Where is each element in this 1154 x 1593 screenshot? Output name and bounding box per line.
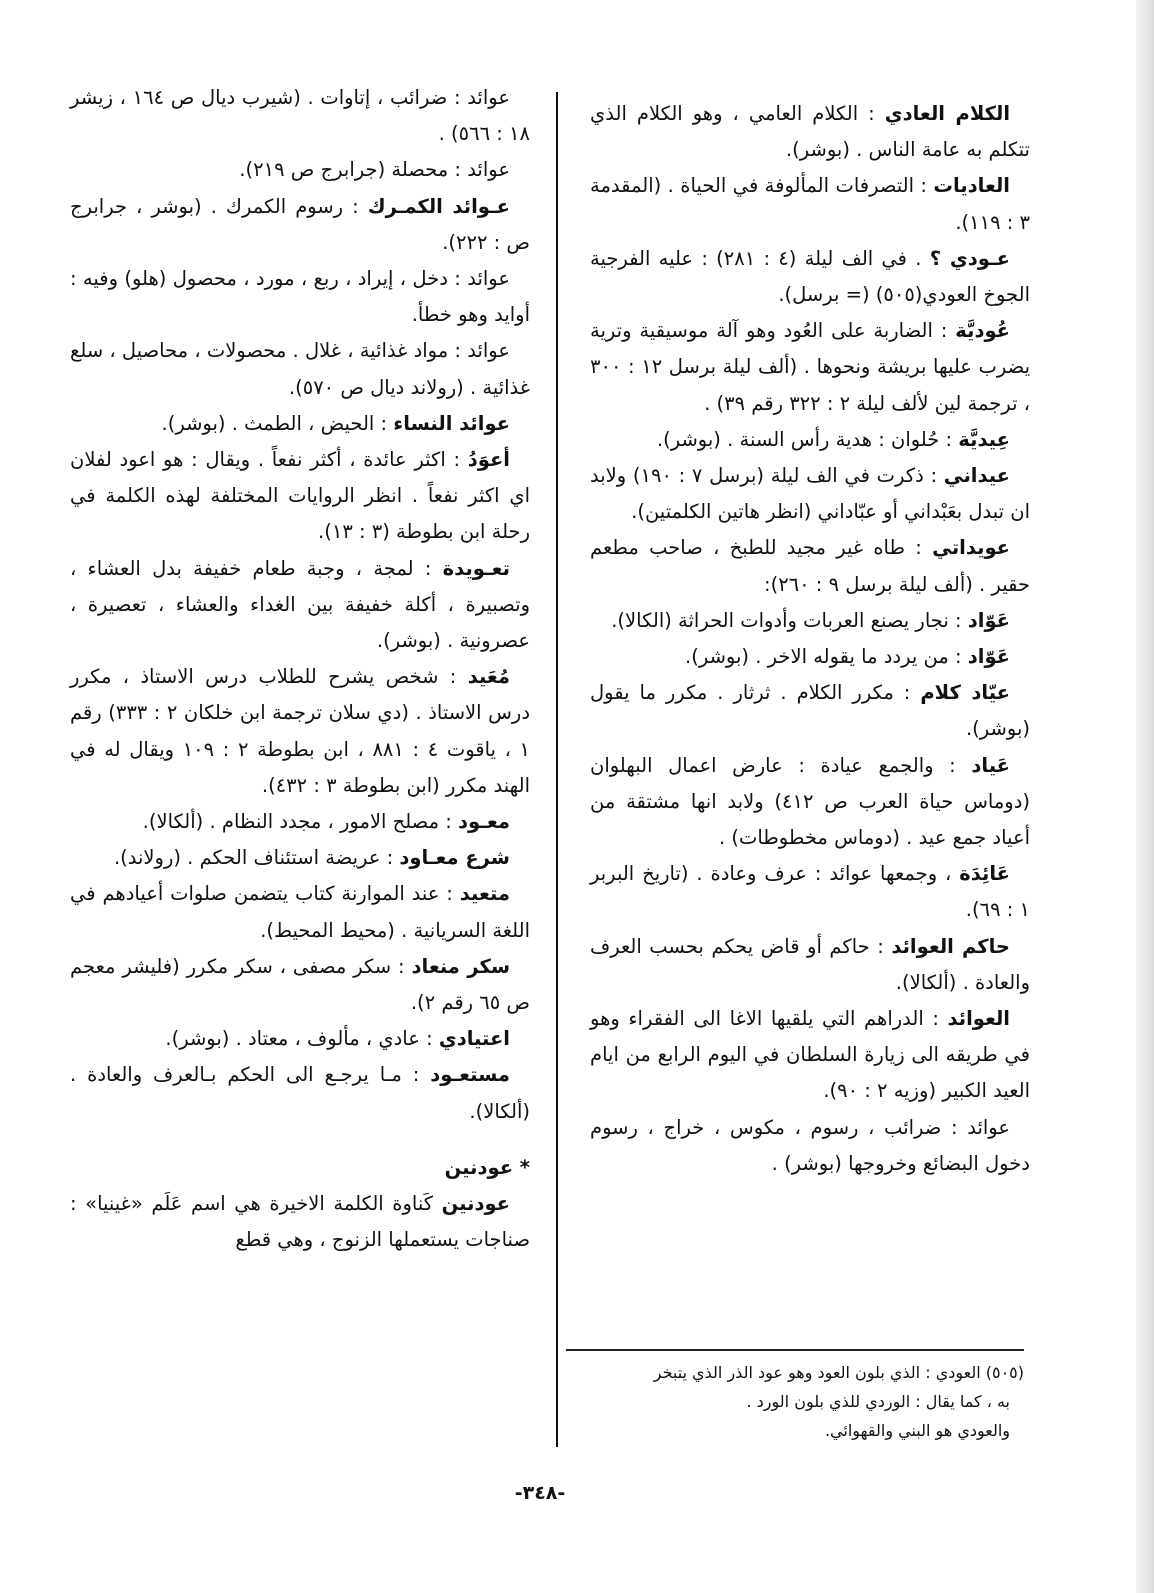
entry-headword: عَياد: [971, 753, 1010, 777]
footnote-line: به ، كما يقال : الوردي للذي بلون الورد .: [746, 1392, 1010, 1411]
dictionary-entry: [590, 96, 1030, 168]
dictionary-entry: [70, 189, 530, 261]
entry-definition: : من يردد ما يقوله الاخر . (بوشر).: [685, 645, 968, 669]
dictionary-entry: [590, 675, 1030, 747]
entry-definition: : مصلح الامور ، مجدد النظام . (ألكالا).: [142, 810, 459, 834]
entry-headword: شرع معـاود: [399, 846, 510, 870]
dictionary-entry: [70, 659, 530, 804]
entry-definition: : مـا يرجـع الى الحكم بـالعرف والعادة . (ألكالا).: [70, 1063, 530, 1123]
entry-definition: : لمجة ، وجبة طعام خفيفة بدل العشاء ، وتصبيرة ، أكلة خفيفة بين الغداء والعشاء ، تعصيرة ، عصرونية . (بوشر).: [70, 556, 530, 653]
entry-headword: عَوّاد: [967, 608, 1010, 632]
entry-definition: : الكلام العامي ، وهو الكلام الذي تتكلم به عامة الناس . (بوشر).: [590, 102, 1030, 162]
entry-headword: معـود: [458, 810, 510, 834]
dictionary-entry: [70, 406, 530, 442]
entry-headword: عوائد النساء: [393, 411, 510, 435]
left-column-entries: [70, 80, 530, 1130]
entry-definition: : شخص يشرح للطلاب درس الاستاذ ، مكرر درس الاستاذ . (دي سلان ترجمة ابن خلكان ٢ : ٣٣٣) رقم ١ ، ياقوت ٤ : ٨٨١ ، ابن بطوطة ٢ : ١٠٩ ويقال له في الهند مكرر (ابن بطوطة ٣ : ٤٣٢).: [70, 665, 531, 797]
entry-headword: الكلام العادي: [884, 102, 1011, 125]
entry-headword: العوائد: [947, 1007, 1010, 1031]
entry-definition: : التصرفات المألوفة في الحياة . (المقدمة ٣ : ١١٩).: [590, 174, 1030, 234]
entry-definition: : مكرر الكلام . ثرثار . مكرر ما يقول (بوشر).: [590, 681, 1030, 741]
dictionary-entry: [70, 1057, 530, 1129]
entry-definition: : طاه غير مجيد للطبخ ، صاحب مطعم حقير . (ألف ليلة برسل ٩ : ٢٦٠):: [590, 536, 1030, 596]
entry-headword: اعتيادي: [438, 1027, 510, 1051]
section-entry: [70, 1186, 530, 1258]
dictionary-entry: [70, 152, 530, 188]
dictionary-entry: [590, 856, 1030, 928]
entry-headword: عـودي ؟: [929, 246, 1010, 270]
dictionary-entry: [70, 876, 530, 948]
entry-definition: : عند الموارنة كتاب يتضمن صلوات أعيادهم في اللغة السريانية . (محيط المحيط).: [70, 882, 530, 942]
entry-definition: : اكثر عائدة ، أكثر نفعاً . ويقال : هو اعود لفلان اي اكثر نفعاً . انظر الروايات المختلفة لهذه الكلمة في رحلة ابن بطوطة (٣ : ١٣).: [70, 448, 530, 544]
entry-headword: عويداتي: [932, 536, 1010, 560]
dictionary-entry: [590, 748, 1030, 857]
dictionary-entry: [70, 1021, 530, 1057]
entry-headword: العاديات: [933, 174, 1010, 198]
dictionary-entry: [590, 603, 1030, 639]
entry-definition: كَناوة الكلمة الاخيرة هي اسم عَلَم «غينيا» : صناجات يستعملها الزنوج ، وهي قطع: [70, 1192, 530, 1252]
dictionary-entry: [590, 1110, 1030, 1182]
entry-definition: : ذكرت في الف ليلة (برسل ٧ : ١٩٠) ولابد ان تبدل بعَبْداني أو عبّاداني (انظر هاتين الكلمتين).: [590, 464, 1030, 524]
dictionary-entry: [70, 949, 530, 1021]
page-number: -٣٤٨-: [514, 1482, 566, 1504]
entry-headword: عُوديَّة: [955, 319, 1010, 343]
footnote-line: والعودي هو البني والقهوائي.: [824, 1421, 1010, 1440]
entry-headword: عِيديَّة: [958, 427, 1010, 451]
footnote-rule: [566, 1349, 1024, 1351]
entry-definition: عوائد : ضرائب ، إتاوات . (شيرب ديال ص ١٦٤ ، زيشر ١٨ : ٥٦٦) .: [70, 86, 530, 146]
entry-definition: : الضاربة على العُود وهو آلة موسيقية وترية يضرب عليها بريشة ونحوها . (ألف ليلة برسل ١٢ : ٣٠٠ ، ترجمة لين لألف ليلة ٢ : ٣٢٢ رقم ٣٩) .: [590, 319, 1030, 415]
dictionary-entry: [590, 1001, 1030, 1110]
entry-headword: عَائِدَة: [959, 862, 1010, 886]
entry-definition: : سكر مصفى ، سكر مكرر (فليشر معجم ص ٦٥ رقم ٢).: [70, 954, 530, 1015]
entry-definition: : حُلوان : هدية رأس السنة . (بوشر).: [656, 427, 959, 451]
entry-definition: : حاكم أو قاض يحكم بحسب العرف والعادة . (ألكالا).: [590, 934, 1030, 994]
dictionary-entry: [70, 333, 530, 405]
entry-definition: : رسوم الكمرك . (بوشر ، جرابرج ص : ٢٢٢).: [70, 194, 530, 254]
left-column: [70, 80, 530, 1259]
entry-definition: : الدراهم التي يلقيها الاغا الى الفقراء وهو في طريقه الى زيارة السلطان في اليوم الرابع من ايام العيد الكبير (وزيه ٢ : ٩٠).: [590, 1007, 1030, 1103]
dictionary-entry: [590, 168, 1030, 240]
dictionary-entry: [590, 313, 1030, 422]
dictionary-entry: [590, 241, 1030, 313]
entry-headword: عيداني: [943, 464, 1010, 488]
dictionary-entry: [70, 80, 530, 152]
entry-headword: مُعَيد: [467, 665, 510, 689]
entry-definition: عوائد : دخل ، إيراد ، ربع ، مورد ، محصول (هلو) وفيه : أوايد وهو خطأ.: [70, 267, 530, 327]
entry-headword: سكر منعاد: [411, 954, 511, 978]
dictionary-entry: [70, 840, 530, 876]
dictionary-entry: [70, 442, 530, 551]
dictionary-entry: [590, 422, 1030, 458]
dictionary-entry: [70, 551, 530, 660]
section-heading: * عودنين: [444, 1155, 530, 1179]
entry-definition: عوائد : محصلة (جرابرج ص ٢١٩).: [239, 158, 510, 182]
entry-definition: : عادي ، مألوف ، معتاد . (بوشر).: [165, 1027, 439, 1051]
entry-headword: عَوّاد: [967, 645, 1010, 669]
entry-definition: عوائد : مواد غذائية ، غلال . محصولات ، محاصيل ، سلع غذائية . (رولاند ديال ص ٥٧٠).: [70, 339, 530, 399]
entry-headword: حاكم العوائد: [891, 934, 1010, 958]
entry-definition: : نجار يصنع العربات وأدوات الحراثة (الكالا).: [611, 608, 968, 632]
right-column: [590, 96, 1030, 1182]
entry-definition: : الحيض ، الطمث . (بوشر).: [161, 411, 394, 435]
dictionary-entry: [590, 639, 1030, 675]
entry-headword: أعوَدُ: [467, 448, 510, 472]
footnotes: [580, 1358, 1024, 1445]
entry-headword: عيّاد كلام: [920, 681, 1011, 705]
entry-definition: . في الف ليلة (٤ : ٢٨١) : عليه الفرجية الجوخ العودي(٥٠٥) (= برسل).: [590, 246, 1030, 307]
dictionary-entry: [70, 804, 530, 840]
entry-definition: عوائد : ضرائب ، رسوم ، مكوس ، خراج ، رسوم دخول البضائع وخروجها (بوشر) .: [590, 1115, 1030, 1175]
entry-headword: تعـويدة: [442, 556, 510, 580]
dictionary-entry: [590, 458, 1030, 530]
entry-definition: ، وجمعها عوائد : عرف وعادة . (تاريخ البربر ١ : ٦٩).: [590, 862, 1030, 922]
entry-definition: : عريضة استئناف الحكم . (رولاند).: [113, 846, 400, 870]
scan-edge: [1136, 0, 1154, 1593]
footnote-line: (٥٠٥) العودي : الذي بلون العود وهو عود الذر الذي يتبخر: [653, 1363, 1024, 1382]
entry-definition: : والجمع عيادة : عارض اعمال البهلوان (دوماس حياة العرب ص ٤١٢) ولابد انها مشتقة من أعياد جمع عيد . (دوماس مخطوطات) .: [590, 753, 1030, 850]
entry-headword: متعيد: [459, 882, 510, 906]
entry-headword: مستعـود: [430, 1063, 510, 1087]
column-divider: [556, 92, 558, 1447]
entry-headword: عودنين: [441, 1192, 510, 1216]
entry-headword: عـوائد الكمـرك: [367, 194, 510, 218]
dictionary-entry: [70, 261, 530, 333]
dictionary-entry: [590, 530, 1030, 602]
dictionary-entry: [590, 929, 1030, 1001]
